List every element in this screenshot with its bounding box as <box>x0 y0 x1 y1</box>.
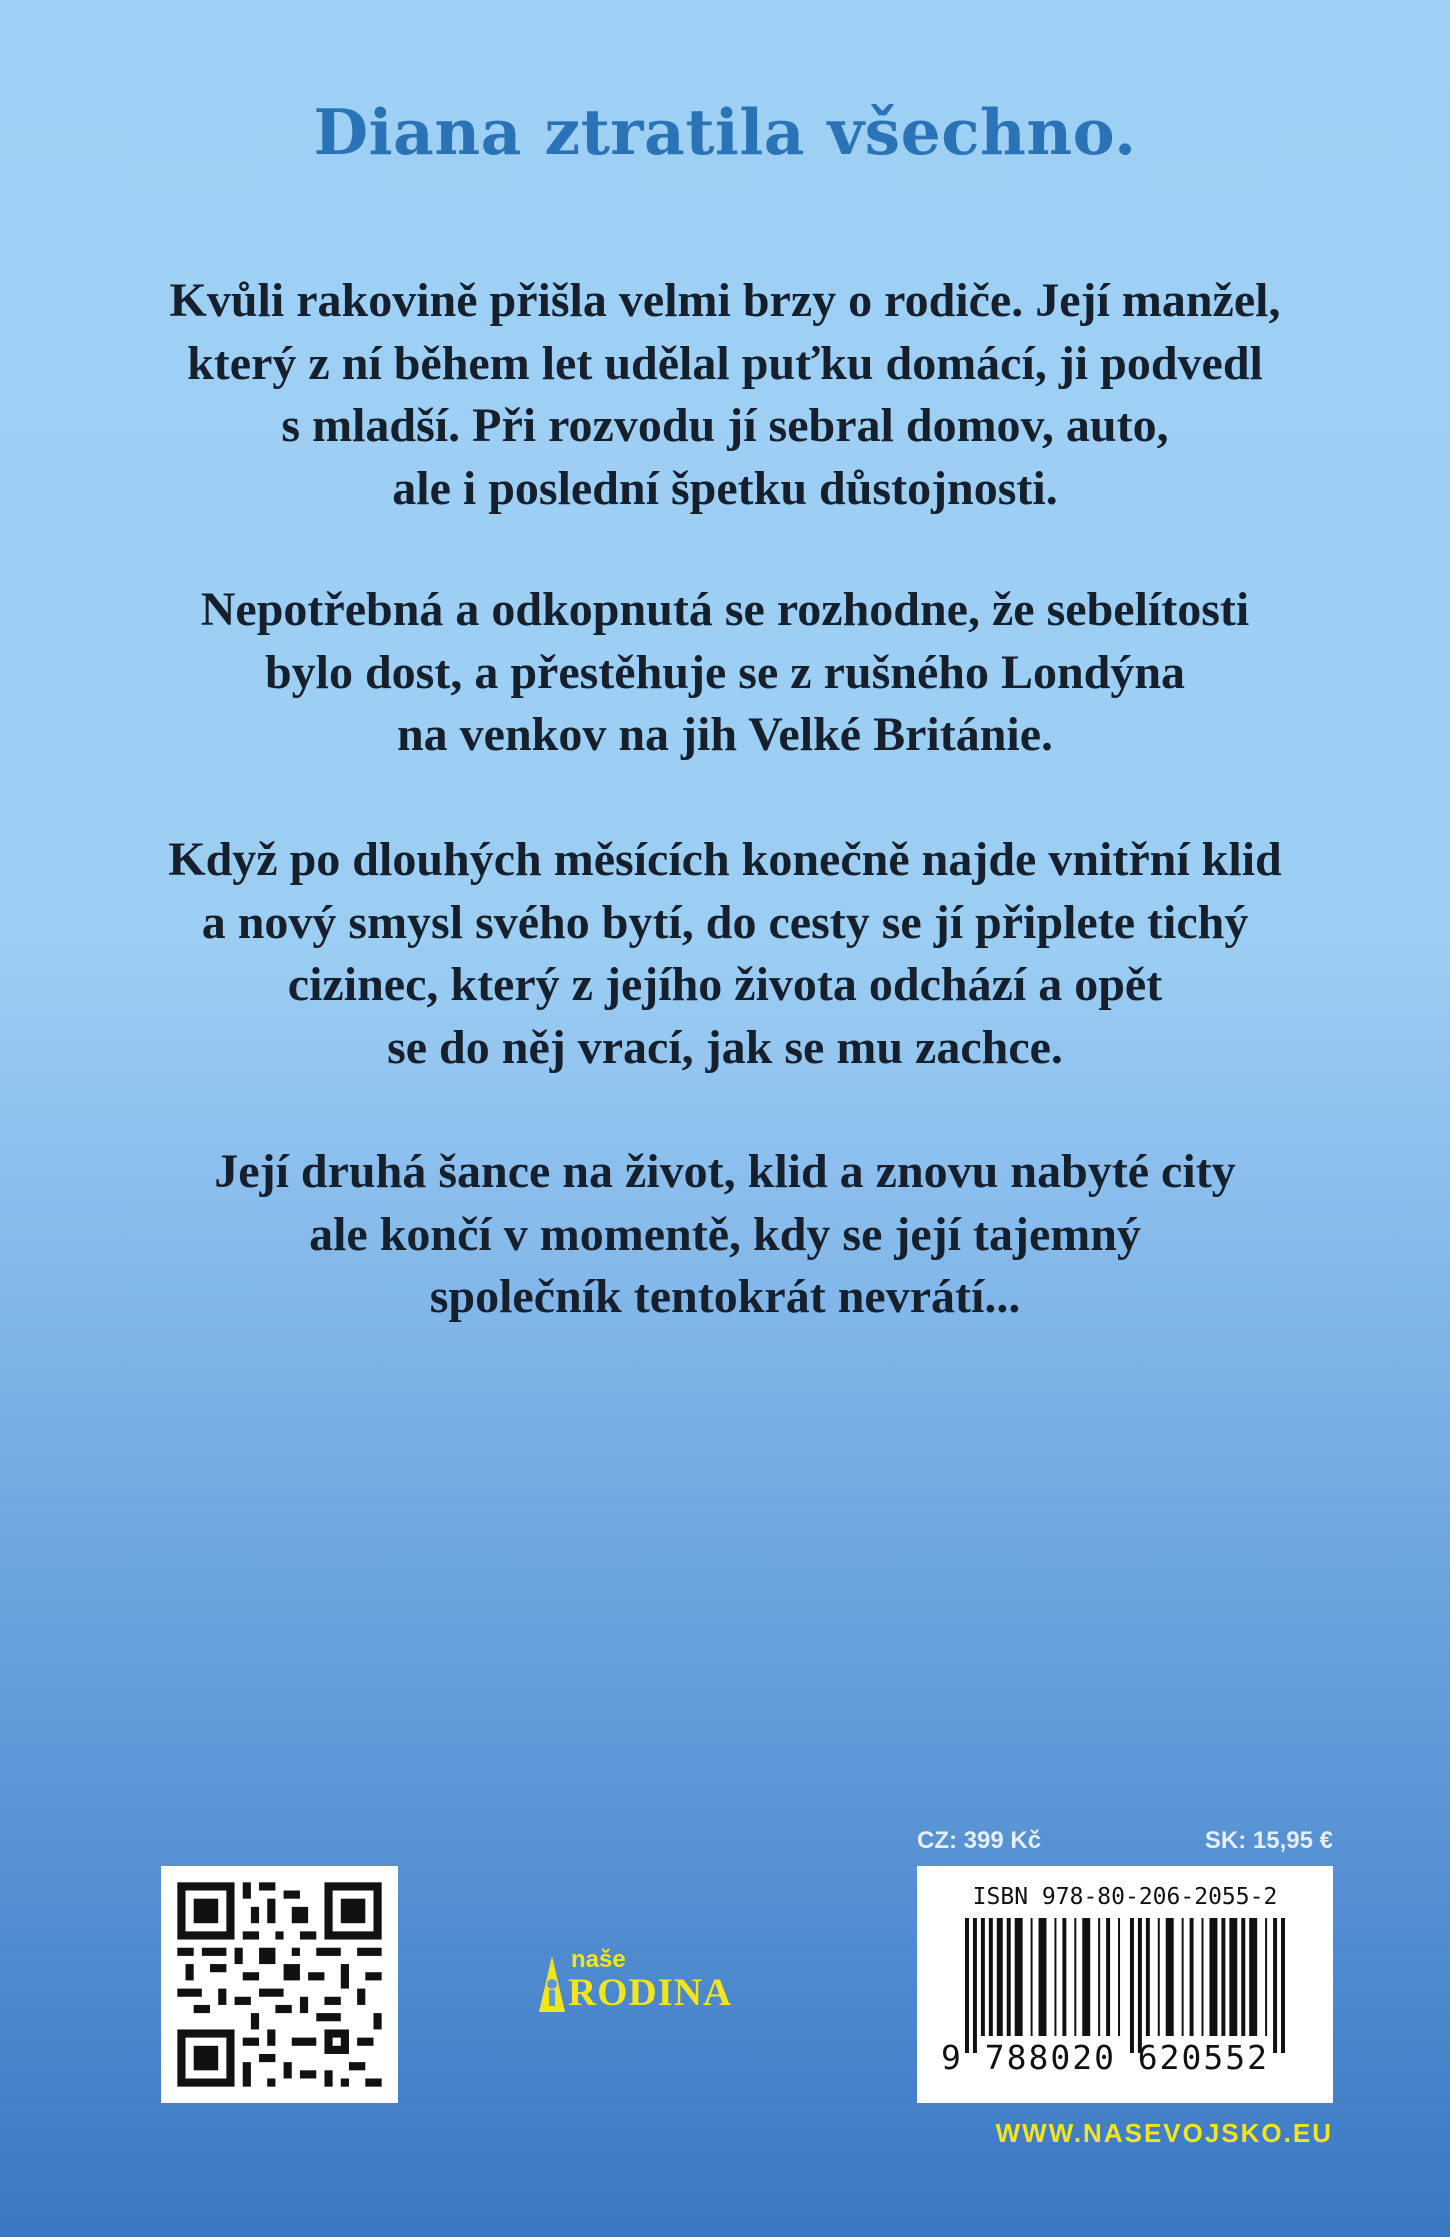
barcode-bar <box>1281 1918 1285 2053</box>
barcode-bar <box>981 1918 985 2036</box>
barcode-bar <box>1118 1918 1120 2036</box>
barcode-bar <box>1249 1918 1257 2036</box>
barcode-bar <box>1202 1918 1204 2036</box>
barcode-bar <box>1130 1918 1134 2053</box>
barcode-bar <box>1265 1918 1267 2036</box>
nase-rodina-logo-icon <box>536 1954 568 2014</box>
barcode-bar <box>1007 1918 1011 2036</box>
paragraph-line: a nový smysl svého bytí, do cesty se jí připlete tichý <box>201 895 1249 949</box>
barcode-bar <box>973 1918 977 2053</box>
headline: Diana ztratila všechno. <box>313 95 1137 169</box>
website-link[interactable]: WWW.NASEVOJSKO.EU <box>995 2118 1333 2148</box>
barcode-bar <box>1062 1918 1066 2036</box>
paragraph-line: se do něj vrací, jak se mu zachce. <box>387 1020 1063 1074</box>
qr-code-graphic <box>161 1866 398 2103</box>
logo-text-bottom: RODINA <box>568 1971 733 2014</box>
barcode-bar <box>1015 1918 1023 2036</box>
barcode-bar <box>1182 1918 1184 2036</box>
barcode-bar <box>1166 1918 1174 2036</box>
paragraph-line: který z ní během let udělal puťku domácí, ji podvedl <box>187 336 1263 390</box>
barcode-bar <box>1054 1918 1056 2036</box>
logo-text-top: naše <box>571 1946 626 1973</box>
isbn-text: ISBN 978-80-206-2055-2 <box>972 1884 1278 1910</box>
paragraph-line: cizinec, který z jejího života odchází a opět <box>287 958 1163 1011</box>
barcode-bar <box>989 1918 993 2036</box>
barcode-bar <box>1221 1918 1225 2036</box>
paragraph-line: Kvůli rakovině přišla velmi brzy o rodiče. Její manžel, <box>169 274 1281 327</box>
paragraph-1 <box>125 270 1325 520</box>
price-sk: SK: 15,95 € <box>1204 1827 1333 1854</box>
barcode-bar <box>1138 1918 1142 2053</box>
barcode-bar <box>1106 1918 1110 2036</box>
barcode-bar <box>997 1918 1003 2036</box>
paragraph-line: Její druhá šance na život, klid a znovu nabyté city <box>214 1145 1236 1198</box>
publisher-logo <box>534 1946 774 2021</box>
qr-code-icon[interactable] <box>161 1866 398 2103</box>
paragraph-line: Nepotřebná a odkopnutá se rozhodne, že sebelítosti <box>200 583 1250 636</box>
barcode-panel <box>917 1866 1333 2103</box>
paragraph-3 <box>125 829 1325 1079</box>
paragraph-line: Když po dlouhých měsících konečně najde vnitřní klid <box>168 833 1282 886</box>
paragraph-line: bylo dost, a přestěhuje se z rušného Londýna <box>264 645 1186 699</box>
barcode-bar <box>1031 1918 1033 2036</box>
paragraph-2 <box>125 579 1325 767</box>
barcode-bar <box>1039 1918 1047 2036</box>
barcode-bar <box>965 1918 969 2053</box>
barcode-bar <box>1098 1918 1100 2036</box>
barcode-digits: 9 788020 620552 <box>941 2038 1270 2077</box>
paragraph-line: společník tentokrát nevrátí... <box>429 1270 1021 1323</box>
paragraph-line: ale i poslední špetku důstojnosti. <box>392 461 1058 515</box>
barcode-bar <box>1074 1918 1076 2036</box>
paragraph-line: na venkov na jih Velké Británie. <box>396 708 1054 761</box>
barcode-bar <box>1158 1918 1160 2036</box>
barcode-bar <box>1209 1918 1217 2036</box>
barcode-bar <box>1146 1918 1150 2036</box>
price-cz: CZ: 399 Kč <box>917 1827 1042 1854</box>
paragraph-line: ale končí v momentě, kdy se její tajemný <box>309 1207 1141 1261</box>
ean13-barcode-icon <box>965 1918 1285 2053</box>
paragraph-line: s mladší. Při rozvodu jí sebral domov, auto, <box>281 399 1169 452</box>
barcode-bar <box>1190 1918 1194 2036</box>
barcode-bar <box>1082 1918 1090 2036</box>
barcode-bar <box>1229 1918 1237 2036</box>
paragraph-4 <box>125 1141 1325 1329</box>
barcode-bar <box>1273 1918 1277 2053</box>
barcode-bar <box>1241 1918 1245 2036</box>
